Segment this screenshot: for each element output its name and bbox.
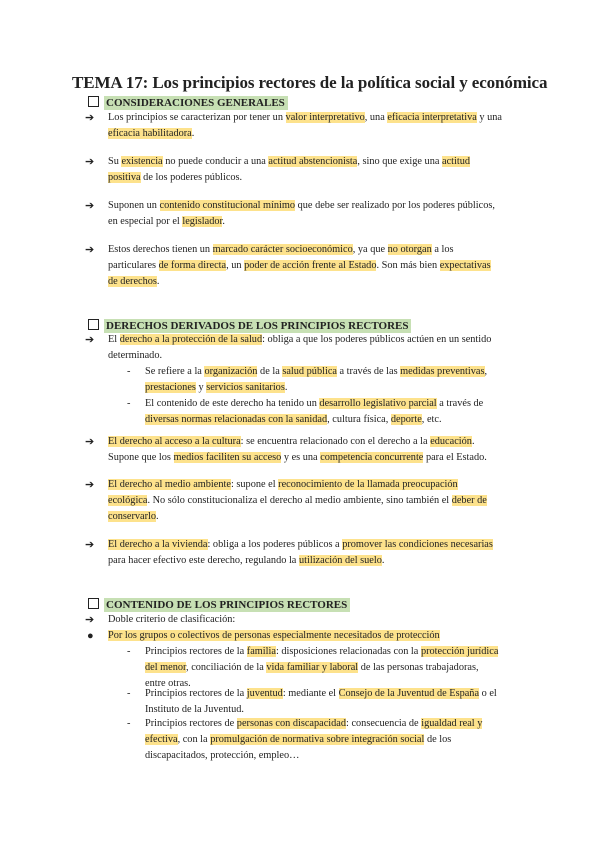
text-line: Suponen un contenido constitucional mínimo que debe ser realizado por los poderes públicos, — [108, 200, 495, 211]
bullet-item-existencia — [85, 154, 471, 186]
bullet-item-contenido-minimo — [85, 198, 495, 230]
text-line: Se refiere a la organización de la salud pública a través de las medidas preventivas, — [145, 366, 488, 377]
dash-bullet: - — [127, 718, 131, 729]
text-line: El derecho a la protección de la salud: obliga a que los poderes públicos actúen en un sentido — [108, 334, 492, 345]
arrow-bullet-icon: ➔ — [85, 539, 95, 551]
text-line: para hacer efectivo este derecho, regulando la utilización del suelo. — [108, 555, 385, 566]
bullet-item-vivienda — [85, 537, 493, 569]
text-line: El derecho a la vivienda: obliga a los poderes públicos a promover las condiciones necesarias — [108, 539, 493, 550]
text-line: de derechos. — [108, 276, 160, 287]
text-line: El contenido de este derecho ha tenido un desarrollo legislativo parcial a través de — [145, 398, 484, 409]
text-line: positiva de los poderes públicos. — [108, 172, 243, 183]
sub-item-desarrollo-legislativo — [127, 396, 484, 428]
text-line: Doble criterio de clasificación: — [108, 614, 236, 625]
text-line: Principios rectores de personas con discapacidad: consecuencia de igualdad real y — [145, 718, 483, 729]
bullet-item-caracter-socioeconomico — [85, 242, 491, 290]
section-title: DERECHOS DERIVADOS DE LOS PRINCIPIOS RECTORES — [104, 319, 411, 333]
arrow-bullet-icon: ➔ — [85, 436, 95, 448]
text-line: en especial por el legislador. — [108, 216, 225, 227]
sub-item-organizacion — [127, 364, 488, 396]
text-line: discapacitados, protección, empleo… — [145, 750, 300, 761]
text-line: Su existencia no puede conducir a una actitud abstencionista, sino que exige una actitud — [108, 156, 471, 167]
text-line: conservarlo. — [108, 511, 159, 522]
section-title: CONTENIDO DE LOS PRINCIPIOS RECTORES — [104, 598, 350, 612]
checkbox-icon[interactable] — [88, 319, 99, 330]
text-line: Supone que los medios faciliten su acceso y es una competencia concurrente para el Estado. — [108, 452, 487, 463]
section-title: CONSIDERACIONES GENERALES — [104, 96, 288, 110]
text-line: entre otras. — [145, 678, 191, 689]
arrow-bullet-icon: ➔ — [85, 156, 95, 168]
text-line: El derecho al medio ambiente: supone el reconocimiento de la llamada preocupación — [108, 479, 458, 490]
bullet-item-grupos — [87, 628, 440, 644]
text-line: particulares de forma directa, un poder de acción frente al Estado. Son más bien expectativas — [108, 260, 491, 271]
text-line: del menor, conciliación de la vida familiar y laboral de las personas trabajadoras, — [145, 662, 479, 673]
text-line: ecológica. No sólo constitucionaliza el derecho al medio ambiente, sino también el deber de — [108, 495, 487, 506]
bullet-item-salud — [85, 332, 492, 364]
arrow-bullet-icon: ➔ — [85, 112, 95, 124]
arrow-bullet-icon: ➔ — [85, 244, 95, 256]
dash-bullet: - — [127, 398, 131, 409]
sub-item-discapacidad — [127, 716, 483, 764]
checkbox-icon[interactable] — [88, 598, 99, 609]
text-line: Estos derechos tienen un marcado carácter socioeconómico, ya que no otorgan a los — [108, 244, 454, 255]
page-title: TEMA 17: Los principios rectores de la política social y económica — [72, 73, 548, 92]
text-line: Por los grupos o colectivos de personas especialmente necesitados de protección — [108, 630, 440, 641]
text-line: Principios rectores de la familia: disposiciones relacionadas con la protección jurídica — [145, 646, 499, 657]
text-line: diversas normas relacionadas con la sanidad, cultura física, deporte, etc. — [145, 414, 442, 425]
text-line: eficacia habilitadora. — [108, 128, 195, 139]
text-line: Instituto de la Juventud. — [145, 704, 244, 715]
bullet-item-medio-ambiente — [85, 477, 487, 525]
dot-bullet: ● — [87, 630, 94, 642]
text-line: determinado. — [108, 350, 163, 361]
text-line: El derecho al acceso a la cultura: se encuentra relacionado con el derecho a la educación. — [108, 436, 475, 447]
arrow-bullet-icon: ➔ — [85, 334, 95, 346]
dash-bullet: - — [127, 646, 131, 657]
text-line: Principios rectores de la juventud: mediante el Consejo de la Juventud de España o el — [145, 688, 497, 699]
text-line: prestaciones y servicios sanitarios. — [145, 382, 288, 393]
dash-bullet: - — [127, 688, 131, 699]
dash-bullet: - — [127, 366, 131, 377]
bullet-item-cultura — [85, 434, 487, 466]
bullet-item-doble-criterio — [85, 612, 236, 628]
arrow-bullet-icon: ➔ — [85, 614, 95, 626]
text-line: efectiva, con la promulgación de normativa sobre integración social de los — [145, 734, 452, 745]
bullet-item-valor-interpretativo — [85, 110, 502, 142]
sub-item-familia — [127, 644, 499, 692]
text-line: Los principios se caracterizan por tener un valor interpretativo, una eficacia interpretativa y una — [108, 112, 502, 123]
arrow-bullet-icon: ➔ — [85, 479, 95, 491]
sub-item-juventud — [127, 686, 497, 718]
checkbox-icon[interactable] — [88, 96, 99, 107]
arrow-bullet-icon: ➔ — [85, 200, 95, 212]
